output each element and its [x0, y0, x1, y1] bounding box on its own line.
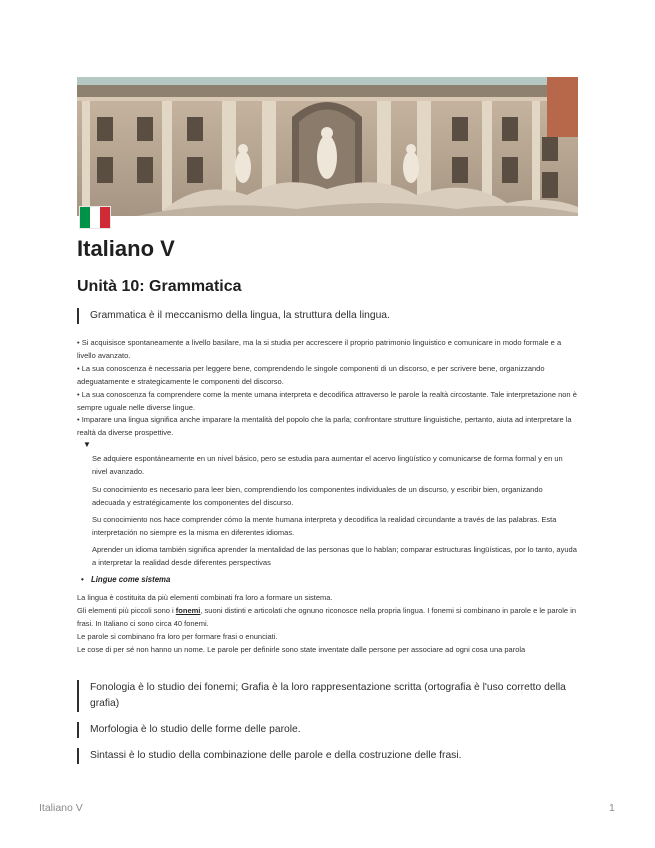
- quote-sintassi: Sintassi è lo studio della combinazione delle parole e della costruzione delle frasi.: [77, 748, 577, 764]
- body-paragraph: [77, 592, 577, 657]
- fonemi-link[interactable]: fonemi: [175, 605, 201, 615]
- toggle-triangle-icon[interactable]: ▼: [83, 440, 91, 449]
- quote-intro: Grammatica è il meccanismo della lingua, la struttura della lingua.: [77, 308, 547, 324]
- bullet-item: • La sua conoscenza è necessaria per leggere bene, comprendendo le singole componenti di un discorso, e per scrivere bene, organizzando adeguatamente e strategicamente le componenti del discorso.: [77, 363, 545, 386]
- paragraph-line: [77, 605, 577, 631]
- lingue-come-sistema-item: [81, 575, 170, 584]
- lingue-come-sistema-label: Lingue come sistema: [91, 575, 171, 584]
- cover-image: [77, 77, 578, 216]
- spanish-translation-paragraph: Su conocimiento es necesario para leer bien, comprendiendo los componentes individuales de un discurso, y escribir bien, organizando adecuada y estratégicamente los componentes del discurso.: [92, 485, 543, 507]
- footer-title: Italiano V: [39, 802, 83, 814]
- paragraph-text: Gli elementi più piccoli sono i: [77, 605, 176, 615]
- paragraph-line: La lingua è costituita da più elementi combinati fra loro a formare un sistema.: [77, 593, 333, 602]
- bullet-list: [77, 337, 577, 440]
- spanish-translation-paragraph: Su conocimiento nos hace comprender cómo la mente humana interpreta y decodifica la realidad circundante a través de las palabras. Esta interpretación no siempre es la misma en diferentes idiomas.: [92, 515, 557, 537]
- paragraph-text: , suoni distinti e articolati che ognuno riconosce nella propria lingua. I fonemi si combinano in parole e le parole in frasi. In Italiano ci sono circa 40 fonemi.: [77, 605, 577, 628]
- page-number: 1: [609, 802, 615, 814]
- spanish-translation-paragraph: Se adquiere espontáneamente en un nivel básico, pero se estudia para aumentar el acervo lingüístico y comunicarse de forma formal y en un nivel avanzado.: [92, 454, 563, 476]
- section-heading: Unità 10: Grammatica: [77, 278, 242, 295]
- quote-fonologia: Fonologia è lo studio dei fonemi; Grafia è la loro rappresentazione scritta (ortografia è l'uso corretto della grafia): [77, 680, 577, 712]
- bullet-item: • Si acquisisce spontaneamente a livello basilare, ma la si studia per accrescere il proprio patrimonio linguistico e comunicare in modo formale e a livello avanzato.: [77, 338, 562, 360]
- page-title: Italiano V: [77, 236, 175, 261]
- italian-flag-icon: [80, 207, 110, 228]
- quote-morfologia: Morfologia è lo studio delle forme delle parole.: [77, 722, 577, 738]
- bullet-item: • Imparare una lingua significa anche imparare la mentalità del popolo che la parla; confrontare strutture linguistiche, pertanto, aiuta ad interpretare la realtà da diverse prospettive.: [77, 415, 572, 438]
- paragraph-line: Le cose di per sé non hanno un nome. Le parole per definirle sono state inventate dalle persone per associare ad ogni cosa una parola: [77, 644, 526, 654]
- paragraph-line: Le parole si combinano fra loro per formare frasi o enunciati.: [77, 631, 278, 641]
- bullet-item: • La sua conoscenza fa comprendere come la mente umana interpreta e decodifica attraverso le parole la realtà circostante. Tale interpretazione non è sempre uguale nelle diverse lingue.: [77, 389, 577, 412]
- bullet-dot: •: [81, 575, 84, 584]
- trevi-fountain-illustration: [77, 77, 578, 216]
- spanish-translation-paragraph: Aprender un idioma también significa aprender la mentalidad de las personas que lo hablan; comparar estructuras lingüísticas, por lo tanto, ayuda a interpretar la realidad desde diferentes perspectivas: [92, 545, 577, 567]
